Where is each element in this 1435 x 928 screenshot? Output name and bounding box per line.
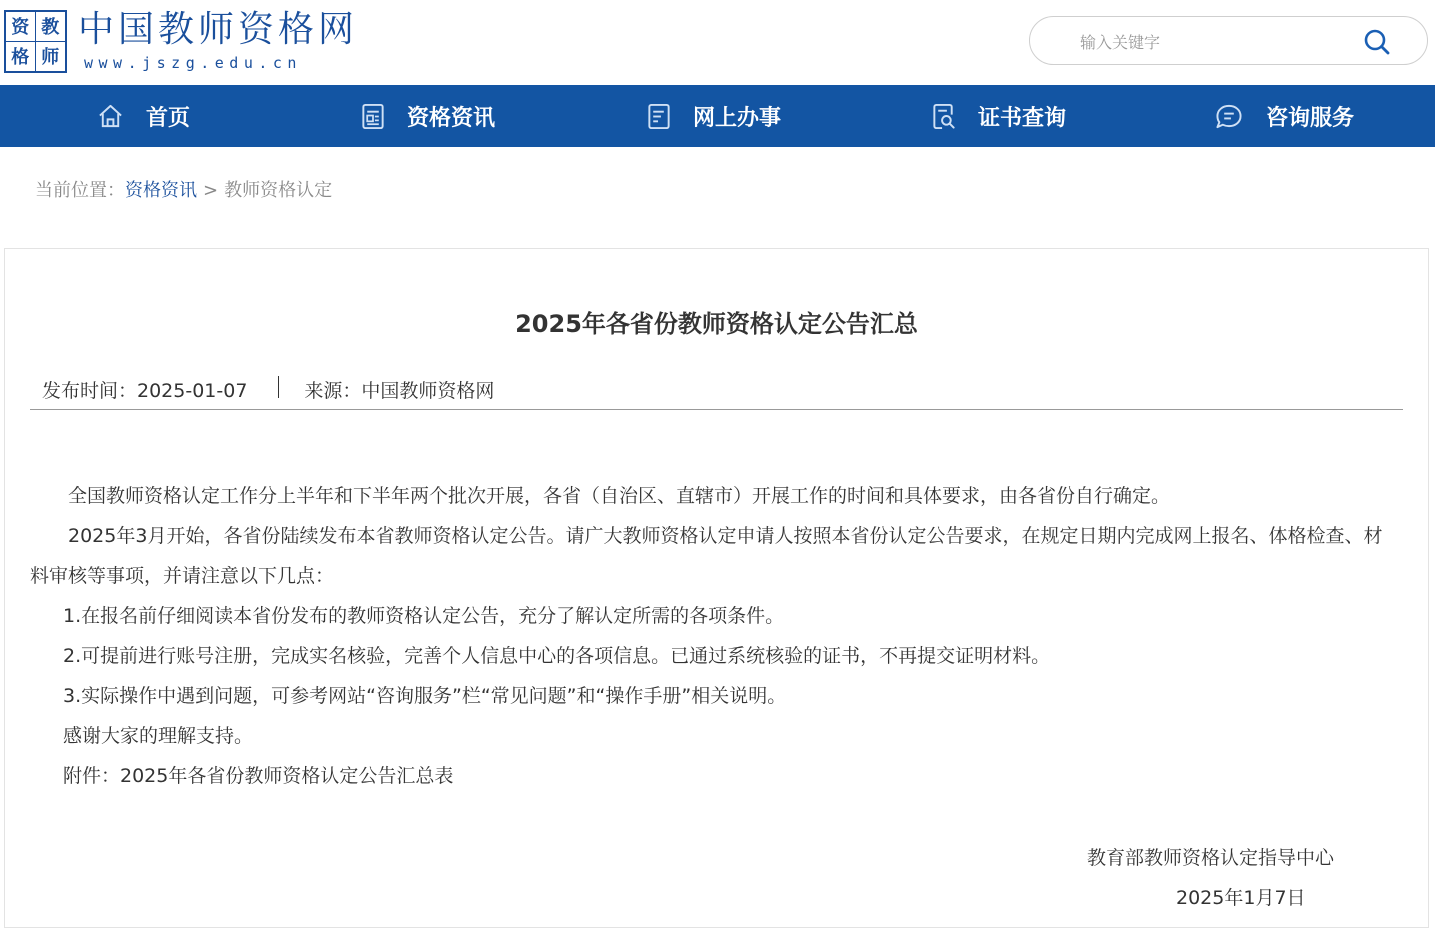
meta-divider-line	[30, 409, 1403, 410]
nav-label: 首页	[146, 105, 191, 131]
site-url: www.jszg.edu.cn	[84, 54, 302, 72]
article-paragraph: 全国教师资格认定工作分上半年和下半年两个批次开展，各省（自治区、直辖市）开展工作的时间和具体要求，由各省份自行确定。	[68, 485, 1171, 507]
search-box	[1029, 16, 1428, 65]
article-meta	[42, 376, 494, 403]
meta-divider	[278, 376, 279, 398]
nav-label: 咨询服务	[1266, 105, 1355, 131]
article-list-item: 2.可提前进行账号注册，完成实名核验，完善个人信息中心的各项信息。已通过系统核验的证书，不再提交证明材料。	[63, 645, 1051, 667]
article-date: 2025年1月7日	[1176, 887, 1306, 909]
article-paragraph: 2025年3月开始，各省份陆续发布本省教师资格认定公告。请广大教师资格认定申请人按照本省份认定公告要求，在规定日期内完成网上报名、体格检查、材料审核等事项，并请注意以下几点：	[30, 525, 1383, 587]
nav-item-news[interactable]	[361, 85, 495, 147]
site-logo[interactable]	[4, 10, 67, 73]
nav-label: 证书查询	[978, 105, 1067, 131]
nav-label: 资格资讯	[407, 105, 496, 131]
search-icon	[1362, 27, 1392, 57]
main-nav	[0, 85, 1435, 147]
article-list-item: 3.实际操作中遇到问题，可参考网站“咨询服务”栏“常见问题”和“操作手册”相关说明。	[63, 685, 787, 707]
document-icon	[647, 103, 671, 130]
logo-char: 格	[6, 42, 36, 72]
nav-item-certificate-query[interactable]	[932, 85, 1066, 147]
site-name[interactable]: 中国教师资格网	[78, 9, 359, 50]
home-icon	[97, 103, 124, 130]
logo-char: 师	[41, 47, 60, 69]
logo-char: 教	[36, 12, 66, 42]
article-paragraph: 感谢大家的理解支持。	[63, 725, 254, 747]
breadcrumb	[35, 176, 332, 202]
logo-char: 资	[6, 12, 36, 42]
breadcrumb-current: 教师资格认定	[224, 180, 333, 201]
search-doc-icon	[932, 103, 956, 130]
news-icon	[361, 103, 385, 130]
article-title: 2025年各省份教师资格认定公告汇总	[515, 310, 918, 338]
breadcrumb-link-news[interactable]: 资格资讯	[125, 180, 197, 201]
search-button[interactable]	[1362, 27, 1392, 57]
chat-icon	[1214, 103, 1244, 130]
article-panel	[4, 248, 1429, 928]
nav-item-home[interactable]	[97, 85, 190, 147]
breadcrumb-prefix: 当前位置：	[35, 180, 125, 201]
attachment-link[interactable]: 附件：2025年各省份教师资格认定公告汇总表	[63, 765, 454, 787]
article-signature: 教育部教师资格认定指导中心	[1087, 847, 1335, 869]
publish-date: 发布时间：2025-01-07	[42, 380, 248, 402]
article-list-item: 1.在报名前仔细阅读本省份发布的教师资格认定公告，充分了解认定所需的各项条件。	[63, 605, 785, 627]
nav-label: 网上办事	[693, 105, 782, 131]
nav-item-online-service[interactable]	[647, 85, 781, 147]
nav-item-consulting[interactable]	[1214, 85, 1354, 147]
site-header	[0, 0, 1435, 85]
search-input[interactable]	[1078, 29, 1342, 55]
breadcrumb-separator: >	[203, 180, 219, 201]
article-source: 来源：中国教师资格网	[304, 380, 495, 402]
